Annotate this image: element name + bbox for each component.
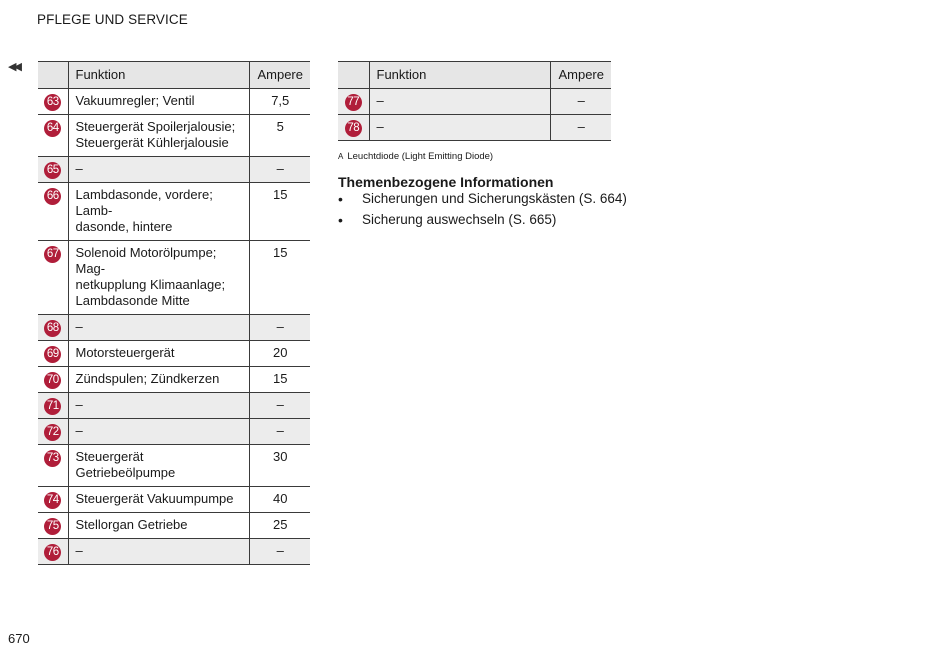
function-text-line: – [75, 161, 83, 176]
column-header-ampere: Ampere [250, 62, 310, 89]
ampere-cell: 5 [250, 115, 310, 157]
table-row [38, 445, 310, 487]
function-cell [68, 241, 250, 315]
function-cell [68, 445, 250, 487]
fuse-number-cell [338, 115, 369, 141]
ampere-cell: – [250, 419, 310, 445]
table-row [38, 183, 310, 241]
table-row [38, 367, 310, 393]
function-text-line: netkupplung Klimaanlage; [75, 277, 226, 292]
function-text-line: Solenoid Motorölpumpe; Mag- [75, 245, 217, 276]
ampere-cell: 7,5 [250, 89, 310, 115]
function-text-line: Lambdasonde Mitte [75, 293, 190, 308]
table-header-row [38, 62, 310, 89]
function-cell [369, 89, 551, 115]
list-item [338, 211, 627, 232]
table-row [38, 341, 310, 367]
function-text-line: – [75, 423, 83, 438]
fuse-number-cell [338, 89, 369, 115]
table-row [38, 89, 310, 115]
related-link-fuses[interactable]: Sicherungen und Sicherungskästen (S. 664) [362, 191, 627, 206]
fuse-number-badge: 77 [345, 94, 362, 111]
function-cell [68, 89, 250, 115]
function-text-line: – [75, 397, 83, 412]
fuse-number-badge: 73 [44, 450, 61, 467]
function-cell [68, 315, 250, 341]
fuse-table-left [38, 61, 310, 565]
related-links-list [338, 190, 627, 232]
ampere-cell: 25 [250, 513, 310, 539]
fuse-number-cell [38, 89, 68, 115]
ampere-cell: 15 [250, 183, 310, 241]
section-title: PFLEGE UND SERVICE [37, 12, 188, 27]
table-row [338, 115, 611, 141]
function-text-line: Motorsteuergerät [75, 345, 175, 360]
ampere-cell: 30 [250, 445, 310, 487]
column-header-number [38, 62, 68, 89]
ampere-cell: – [250, 539, 310, 565]
ampere-cell: – [250, 315, 310, 341]
ampere-cell: – [551, 89, 611, 115]
column-header-function: Funktion [68, 62, 250, 89]
function-text-line: Steuergerät Getriebeölpumpe [75, 449, 176, 480]
function-cell [68, 393, 250, 419]
fuse-number-cell [38, 367, 68, 393]
function-text-line: Lambdasonde, vordere; Lamb- [75, 187, 213, 218]
fuse-number-badge: 76 [44, 544, 61, 561]
fuse-number-badge: 67 [44, 246, 61, 263]
function-text-line: Stellorgan Getriebe [75, 517, 188, 532]
column-header-number [338, 62, 369, 89]
fuse-number-cell [38, 539, 68, 565]
function-cell [68, 367, 250, 393]
function-cell [68, 115, 250, 157]
table-row [38, 487, 310, 513]
table-row [38, 315, 310, 341]
function-text-line: Steuergerät Kühlerjalousie [75, 135, 229, 150]
fuse-table-right [338, 61, 611, 141]
ampere-cell: – [250, 393, 310, 419]
fuse-number-cell [38, 513, 68, 539]
function-cell [68, 341, 250, 367]
function-cell [68, 487, 250, 513]
bullet-icon: • [338, 191, 343, 207]
function-cell [369, 115, 551, 141]
footnote-mark: A [338, 152, 344, 161]
fuse-number-badge: 64 [44, 120, 61, 137]
table-row [38, 539, 310, 565]
function-text-line: Steuergerät Vakuumpumpe [75, 491, 234, 506]
function-text-line: – [75, 319, 83, 334]
ampere-cell: 15 [250, 367, 310, 393]
column-header-function: Funktion [369, 62, 551, 89]
back-arrows-icon[interactable]: ◀◀ [8, 61, 19, 73]
function-cell [68, 419, 250, 445]
fuse-number-cell [38, 241, 68, 315]
function-text-line: – [376, 93, 384, 108]
fuse-number-badge: 74 [44, 492, 61, 509]
fuse-number-cell [38, 341, 68, 367]
table-row [38, 393, 310, 419]
fuse-number-badge: 78 [345, 120, 362, 137]
list-item [338, 190, 627, 211]
function-cell [68, 183, 250, 241]
function-text-line: – [75, 543, 83, 558]
function-cell [68, 539, 250, 565]
ampere-cell: 15 [250, 241, 310, 315]
function-cell [68, 157, 250, 183]
fuse-number-cell [38, 487, 68, 513]
related-info-heading: Themenbezogene Informationen [338, 174, 554, 190]
fuse-number-badge: 71 [44, 398, 61, 415]
fuse-number-badge: 66 [44, 188, 61, 205]
fuse-number-badge: 65 [44, 162, 61, 179]
fuse-number-badge: 75 [44, 518, 61, 535]
function-text-line: dasonde, hintere [75, 219, 173, 234]
table-row [38, 419, 310, 445]
fuse-number-badge: 63 [44, 94, 61, 111]
function-text-line: – [376, 119, 384, 134]
fuse-number-badge: 70 [44, 372, 61, 389]
fuse-number-badge: 72 [44, 424, 61, 441]
ampere-cell: – [551, 115, 611, 141]
page-number: 670 [8, 631, 30, 646]
related-link-replace-fuse[interactable]: Sicherung auswechseln (S. 665) [362, 212, 557, 227]
fuse-number-cell [38, 115, 68, 157]
footnote-text: Leuchtdiode (Light Emitting Diode) [347, 151, 494, 162]
function-text-line: Steuergerät Spoilerjalousie; [75, 119, 236, 134]
table-row [38, 115, 310, 157]
fuse-number-cell [38, 445, 68, 487]
ampere-cell: – [250, 157, 310, 183]
fuse-number-cell [38, 157, 68, 183]
fuse-number-badge: 69 [44, 346, 61, 363]
fuse-number-cell [38, 183, 68, 241]
fuse-number-cell [38, 315, 68, 341]
ampere-cell: 20 [250, 341, 310, 367]
bullet-icon: • [338, 212, 343, 228]
fuse-number-cell [38, 419, 68, 445]
fuse-number-cell [38, 393, 68, 419]
table-row [338, 89, 611, 115]
function-cell [68, 513, 250, 539]
table-header-row [338, 62, 611, 89]
function-text-line: Zündspulen; Zündkerzen [75, 371, 220, 386]
function-text-line: Vakuumregler; Ventil [75, 93, 195, 108]
fuse-number-badge: 68 [44, 320, 61, 337]
ampere-cell: 40 [250, 487, 310, 513]
footnote [338, 151, 493, 162]
table-row [38, 241, 310, 315]
table-row [38, 513, 310, 539]
column-header-ampere: Ampere [551, 62, 611, 89]
table-row [38, 157, 310, 183]
